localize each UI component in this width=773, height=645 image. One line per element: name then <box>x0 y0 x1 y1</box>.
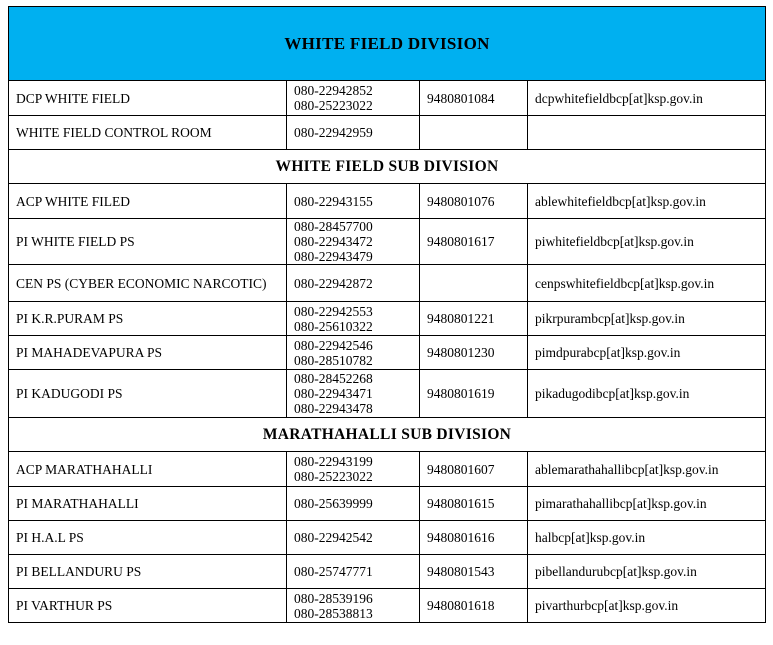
mobile-cell: 9480801617 <box>420 219 528 265</box>
mobile-cell: 9480801543 <box>420 555 528 589</box>
email-cell: pimdpurabcp[at]ksp.gov.in <box>528 336 766 370</box>
mobile-cell: 9480801615 <box>420 487 528 521</box>
office-name: CEN PS (CYBER ECONOMIC NARCOTIC) <box>16 275 267 291</box>
office-name: PI KADUGODI PS <box>16 386 123 401</box>
mobile-cell: 9480801619 <box>420 370 528 418</box>
office-name-cell <box>9 452 287 487</box>
landline-number: 080-25610322 <box>294 318 373 334</box>
office-name-cell <box>9 336 287 370</box>
landline-number: 080-25639999 <box>294 496 373 511</box>
landline-number: 080-22943478 <box>294 401 373 416</box>
table-row <box>9 370 766 418</box>
division-header-row <box>9 7 766 81</box>
landline-cell <box>287 116 420 150</box>
mobile-cell: 9480801221 <box>420 302 528 336</box>
mobile-cell: 9480801084 <box>420 81 528 116</box>
landline-number: 080-28510782 <box>294 352 373 368</box>
landline-number: 080-22943471 <box>294 386 373 401</box>
table-row <box>9 555 766 589</box>
mobile-cell: 9480801618 <box>420 589 528 623</box>
office-name-cell <box>9 370 287 418</box>
landline-number: 080-28538813 <box>294 605 373 621</box>
email-cell: ablemarathahallibcp[at]ksp.gov.in <box>528 452 766 487</box>
directory-table <box>8 6 766 623</box>
office-name: ACP MARATHAHALLI <box>16 461 153 477</box>
mobile-cell: 9480801230 <box>420 336 528 370</box>
landline-cell <box>287 336 420 370</box>
subdivision-header-row <box>9 418 766 452</box>
office-name: PI MAHADEVAPURA PS <box>16 345 163 360</box>
subdivision-title: MARATHAHALLI SUB DIVISION <box>9 418 766 452</box>
landline-number: 080-22942546 <box>294 337 373 353</box>
office-name: PI VARTHUR PS <box>16 598 113 613</box>
email-cell: pikrpurambcp[at]ksp.gov.in <box>528 302 766 336</box>
office-name: PI MARATHAHALLI <box>16 496 139 511</box>
table-row <box>9 521 766 555</box>
table-row <box>9 265 766 302</box>
email-cell: pimarathahallibcp[at]ksp.gov.in <box>528 487 766 521</box>
landline-number: 080-22942872 <box>294 275 373 291</box>
table-row <box>9 452 766 487</box>
landline-cell <box>287 555 420 589</box>
landline-number: 080-25747771 <box>294 564 373 579</box>
landline-number: 080-22942553 <box>294 303 373 319</box>
office-name-cell <box>9 589 287 623</box>
division-title: WHITE FIELD DIVISION <box>9 7 766 81</box>
table-row <box>9 219 766 265</box>
email-cell: pibellandurubcp[at]ksp.gov.in <box>528 555 766 589</box>
landline-cell <box>287 219 420 265</box>
office-name-cell <box>9 184 287 219</box>
subdivision-header-row <box>9 150 766 184</box>
directory-table-body <box>9 7 766 623</box>
office-name-cell <box>9 219 287 265</box>
landline-number: 080-28452268 <box>294 371 373 386</box>
landline-cell <box>287 265 420 302</box>
landline-number: 080-22943472 <box>294 234 373 249</box>
table-row <box>9 589 766 623</box>
landline-number: 080-22943199 <box>294 454 373 469</box>
office-name-cell <box>9 521 287 555</box>
table-row <box>9 487 766 521</box>
mobile-cell: 9480801616 <box>420 521 528 555</box>
email-cell: ablewhitefieldbcp[at]ksp.gov.in <box>528 184 766 219</box>
landline-number: 080-22943155 <box>294 193 373 209</box>
email-cell: piwhitefieldbcp[at]ksp.gov.in <box>528 219 766 265</box>
landline-number: 080-22942852 <box>294 83 373 98</box>
mobile-cell <box>420 116 528 150</box>
email-cell: dcpwhitefieldbcp[at]ksp.gov.in <box>528 81 766 116</box>
mobile-cell: 9480801076 <box>420 184 528 219</box>
mobile-cell: 9480801607 <box>420 452 528 487</box>
office-name-cell <box>9 555 287 589</box>
landline-cell <box>287 487 420 521</box>
table-row <box>9 302 766 336</box>
landline-cell <box>287 184 420 219</box>
table-row <box>9 184 766 219</box>
landline-number: 080-25223022 <box>294 98 373 113</box>
email-cell: cenpswhitefieldbcp[at]ksp.gov.in <box>528 265 766 302</box>
office-name-cell <box>9 302 287 336</box>
landline-number: 080-25223022 <box>294 469 373 484</box>
mobile-cell <box>420 265 528 302</box>
landline-cell <box>287 370 420 418</box>
email-cell: halbcp[at]ksp.gov.in <box>528 521 766 555</box>
landline-number: 080-28539196 <box>294 590 373 606</box>
landline-cell <box>287 589 420 623</box>
subdivision-title: WHITE FIELD SUB DIVISION <box>9 150 766 184</box>
landline-number: 080-22942959 <box>294 125 373 140</box>
office-name-cell <box>9 265 287 302</box>
email-cell <box>528 116 766 150</box>
landline-number: 080-22943479 <box>294 249 373 264</box>
landline-cell <box>287 81 420 116</box>
office-name: WHITE FIELD CONTROL ROOM <box>16 125 212 140</box>
office-name: DCP WHITE FIELD <box>16 90 130 106</box>
landline-cell <box>287 521 420 555</box>
office-name-cell <box>9 487 287 521</box>
landline-cell <box>287 302 420 336</box>
landline-number: 080-28457700 <box>294 219 373 234</box>
office-name: PI BELLANDURU PS <box>16 564 142 579</box>
office-name-cell <box>9 81 287 116</box>
table-row <box>9 81 766 116</box>
landline-cell <box>287 452 420 487</box>
office-name: PI K.R.PURAM PS <box>16 311 124 326</box>
table-row <box>9 116 766 150</box>
landline-number: 080-22942542 <box>294 530 373 545</box>
table-row <box>9 336 766 370</box>
office-name: PI H.A.L PS <box>16 530 84 545</box>
office-name-cell <box>9 116 287 150</box>
email-cell: pikadugodibcp[at]ksp.gov.in <box>528 370 766 418</box>
email-cell: pivarthurbcp[at]ksp.gov.in <box>528 589 766 623</box>
office-name: ACP WHITE FILED <box>16 193 130 209</box>
office-name: PI WHITE FIELD PS <box>16 234 135 249</box>
